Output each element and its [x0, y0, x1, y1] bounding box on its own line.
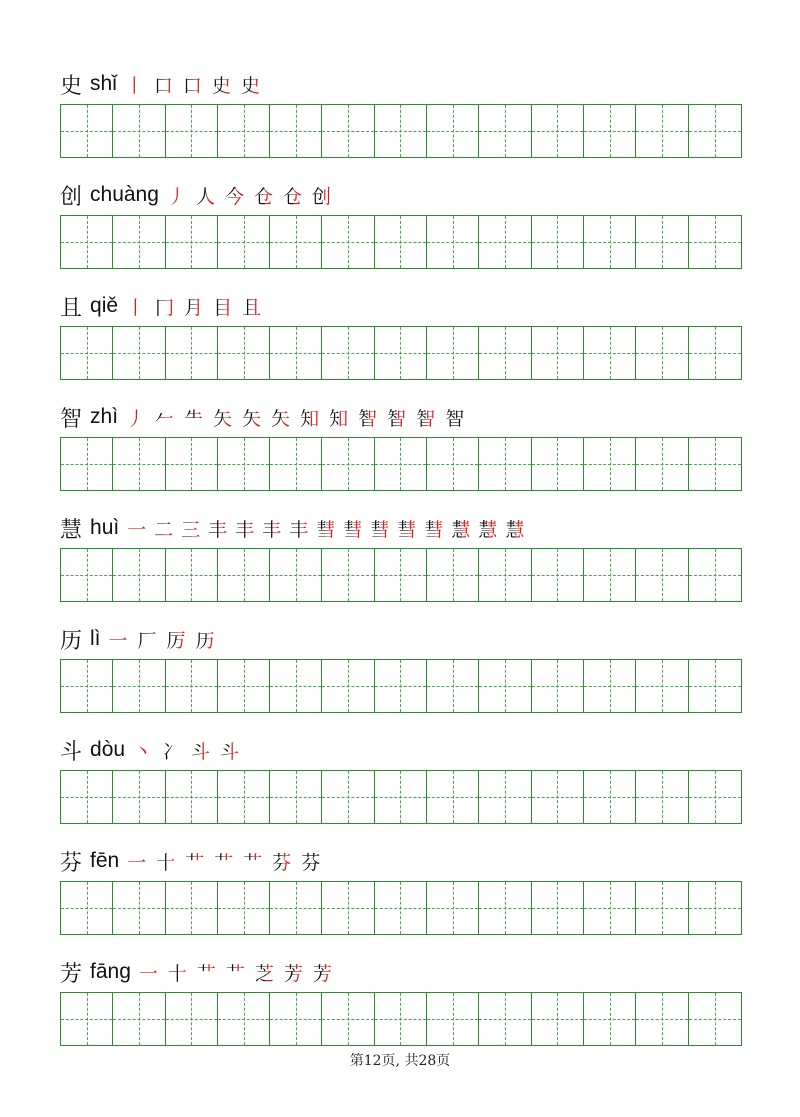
entry-pinyin: zhì	[90, 405, 119, 428]
stroke-step: 慧	[505, 515, 524, 542]
grid-cell	[270, 105, 322, 157]
grid-cell	[61, 660, 113, 712]
stroke-order	[125, 71, 270, 98]
grid-cell	[61, 771, 113, 823]
stroke-order	[167, 182, 341, 209]
stroke-step: 矢	[271, 404, 290, 431]
grid-cell	[375, 993, 427, 1045]
stroke-step: 艹	[214, 848, 233, 875]
grid-cell	[61, 327, 113, 379]
stroke-step: 彗	[424, 515, 443, 542]
grid-cell	[375, 660, 427, 712]
grid-cell	[375, 216, 427, 268]
grid-cell	[636, 660, 688, 712]
grid-cell	[322, 660, 374, 712]
grid-cell	[427, 993, 479, 1045]
grid-cell	[270, 438, 322, 490]
entry-header	[60, 843, 742, 879]
stroke-step: 目	[213, 293, 232, 320]
stroke-step: 彗	[397, 515, 416, 542]
entry-pinyin: dòu	[90, 738, 126, 761]
stroke-step: 智	[358, 404, 377, 431]
grid-cell	[322, 105, 374, 157]
grid-cell	[479, 993, 531, 1045]
grid-cell	[479, 882, 531, 934]
stroke-step: 智	[416, 404, 435, 431]
stroke-order	[109, 626, 225, 653]
stroke-step: 丰	[289, 515, 308, 542]
grid-cell	[636, 105, 688, 157]
stroke-step: 丰	[235, 515, 254, 542]
grid-cell	[113, 438, 165, 490]
grid-cell	[322, 438, 374, 490]
grid-cell	[479, 216, 531, 268]
entry-dou	[60, 732, 742, 824]
grid-cell	[636, 327, 688, 379]
stroke-step: 人	[196, 182, 215, 209]
grid-cell	[532, 327, 584, 379]
grid-cell	[689, 216, 741, 268]
grid-cell	[322, 993, 374, 1045]
grid-cell	[532, 438, 584, 490]
grid-cell	[636, 993, 688, 1045]
stroke-step: 慧	[478, 515, 497, 542]
stroke-step: 智	[445, 407, 465, 430]
grid-cell	[479, 771, 531, 823]
stroke-order	[139, 959, 342, 986]
grid-cell	[218, 771, 270, 823]
grid-cell	[532, 549, 584, 601]
grid-cell	[113, 882, 165, 934]
grid-cell	[689, 327, 741, 379]
stroke-step: 斗	[220, 737, 239, 764]
grid-cell	[166, 882, 218, 934]
writing-grid	[60, 659, 742, 713]
stroke-step: 慧	[451, 515, 470, 542]
grid-cell	[270, 993, 322, 1045]
grid-cell	[689, 660, 741, 712]
stroke-step: 彗	[316, 515, 335, 542]
grid-cell	[689, 882, 741, 934]
grid-cell	[427, 549, 479, 601]
grid-cell	[479, 327, 531, 379]
entry-pinyin: fēn	[90, 849, 120, 872]
writing-grid	[60, 104, 742, 158]
stroke-order	[126, 404, 474, 431]
entry-character: 芳	[60, 961, 83, 987]
grid-cell	[584, 327, 636, 379]
grid-cell	[479, 660, 531, 712]
stroke-step: 艹	[185, 848, 204, 875]
stroke-order	[133, 737, 249, 764]
grid-cell	[636, 216, 688, 268]
stroke-step: 二	[154, 515, 173, 542]
grid-cell	[532, 993, 584, 1045]
stroke-step: 矢	[213, 404, 232, 431]
grid-cell	[166, 549, 218, 601]
stroke-step: 芳	[284, 959, 303, 986]
writing-grid	[60, 215, 742, 269]
grid-cell	[322, 549, 374, 601]
entry-header	[60, 66, 742, 102]
grid-cell	[375, 771, 427, 823]
grid-cell	[113, 993, 165, 1045]
entry-qie	[60, 288, 742, 380]
entry-pinyin: chuàng	[90, 183, 159, 206]
entry-chuang	[60, 177, 742, 269]
grid-cell	[218, 327, 270, 379]
grid-cell	[689, 105, 741, 157]
stroke-step: 三	[181, 515, 200, 542]
grid-cell	[270, 549, 322, 601]
grid-cell	[218, 105, 270, 157]
grid-cell	[61, 216, 113, 268]
grid-cell	[113, 771, 165, 823]
stroke-order	[127, 515, 524, 542]
entry-zhi	[60, 399, 742, 491]
entry-pinyin: fāng	[90, 960, 131, 983]
stroke-step: 仓	[254, 182, 273, 209]
stroke-step: 芬	[272, 848, 291, 875]
grid-cell	[584, 660, 636, 712]
grid-cell	[689, 549, 741, 601]
stroke-step: 历	[196, 626, 215, 653]
grid-cell	[689, 771, 741, 823]
grid-cell	[532, 882, 584, 934]
entry-header	[60, 621, 742, 657]
grid-cell	[479, 105, 531, 157]
stroke-step: 丰	[208, 515, 227, 542]
grid-cell	[584, 549, 636, 601]
stroke-step: 矢	[242, 404, 261, 431]
grid-cell	[479, 438, 531, 490]
grid-cell	[322, 882, 374, 934]
grid-cell	[584, 105, 636, 157]
grid-cell	[270, 327, 322, 379]
stroke-step: 冫	[162, 737, 181, 764]
grid-cell	[113, 216, 165, 268]
grid-cell	[218, 549, 270, 601]
grid-cell	[61, 549, 113, 601]
grid-cell	[636, 438, 688, 490]
entry-pinyin: shǐ	[90, 72, 117, 95]
entry-header	[60, 177, 742, 213]
stroke-step: 彗	[370, 515, 389, 542]
stroke-step: 智	[387, 404, 406, 431]
writing-grid	[60, 770, 742, 824]
stroke-step: 创	[312, 182, 331, 209]
entry-character: 慧	[60, 517, 83, 543]
stroke-step: 斗	[191, 737, 210, 764]
grid-cell	[113, 105, 165, 157]
stroke-step: 丨	[126, 296, 146, 319]
grid-cell	[427, 438, 479, 490]
grid-cell	[218, 993, 270, 1045]
grid-cell	[584, 438, 636, 490]
grid-cell	[584, 993, 636, 1045]
entry-li	[60, 621, 742, 713]
grid-cell	[427, 105, 479, 157]
grid-cell	[584, 771, 636, 823]
stroke-step: 一	[127, 851, 147, 874]
entry-header	[60, 288, 742, 324]
entry-fang	[60, 954, 742, 1046]
stroke-step: 仓	[283, 182, 302, 209]
entry-character: 斗	[60, 739, 83, 765]
grid-cell	[479, 549, 531, 601]
entry-header	[60, 732, 742, 768]
grid-cell	[532, 771, 584, 823]
grid-cell	[427, 771, 479, 823]
writing-grid	[60, 881, 742, 935]
entry-character: 历	[60, 628, 83, 654]
entry-character: 创	[60, 184, 83, 210]
grid-cell	[270, 660, 322, 712]
grid-cell	[270, 771, 322, 823]
grid-cell	[218, 216, 270, 268]
stroke-step: 口	[154, 71, 173, 98]
grid-cell	[218, 438, 270, 490]
stroke-step: 且	[242, 293, 261, 320]
stroke-step: 今	[225, 182, 244, 209]
stroke-step: 艹	[226, 959, 245, 986]
grid-cell	[636, 882, 688, 934]
grid-cell	[166, 105, 218, 157]
grid-cell	[322, 216, 374, 268]
grid-cell	[61, 105, 113, 157]
grid-cell	[427, 660, 479, 712]
entry-header	[60, 510, 742, 546]
grid-cell	[427, 882, 479, 934]
writing-grid	[60, 992, 742, 1046]
entry-character: 芬	[60, 850, 83, 876]
stroke-step: 一	[108, 629, 128, 652]
stroke-step: ⺧	[184, 404, 203, 431]
entry-character: 智	[60, 406, 83, 432]
grid-cell	[375, 882, 427, 934]
grid-cell	[61, 438, 113, 490]
entry-hui	[60, 510, 742, 602]
stroke-step: 丿	[166, 185, 186, 208]
grid-cell	[689, 438, 741, 490]
stroke-step: 冂	[155, 293, 174, 320]
entry-header	[60, 399, 742, 435]
grid-cell	[532, 660, 584, 712]
grid-cell	[61, 882, 113, 934]
entry-fen	[60, 843, 742, 935]
grid-cell	[636, 771, 688, 823]
grid-cell	[270, 216, 322, 268]
grid-cell	[427, 327, 479, 379]
entry-shi	[60, 66, 742, 158]
grid-cell	[322, 771, 374, 823]
grid-cell	[584, 882, 636, 934]
grid-cell	[166, 216, 218, 268]
stroke-order	[126, 293, 271, 320]
stroke-step: 芝	[255, 959, 274, 986]
grid-cell	[375, 327, 427, 379]
entry-character: 史	[60, 73, 83, 99]
entry-character: 且	[60, 295, 83, 321]
grid-cell	[166, 327, 218, 379]
stroke-step: 口	[183, 71, 202, 98]
stroke-step: 丶	[133, 740, 153, 763]
writing-grid	[60, 437, 742, 491]
stroke-step: 丿	[126, 407, 146, 430]
stroke-step: 一	[127, 518, 147, 541]
stroke-step: 月	[184, 293, 203, 320]
grid-cell	[322, 327, 374, 379]
writing-grid	[60, 326, 742, 380]
entry-pinyin: lì	[90, 627, 101, 650]
grid-cell	[689, 993, 741, 1045]
grid-cell	[113, 660, 165, 712]
stroke-step: 丰	[262, 515, 281, 542]
grid-cell	[113, 549, 165, 601]
grid-cell	[166, 660, 218, 712]
grid-cell	[166, 438, 218, 490]
stroke-step: 知	[329, 404, 348, 431]
stroke-step: 厉	[167, 626, 186, 653]
stroke-step: 芳	[313, 959, 332, 986]
grid-cell	[166, 993, 218, 1045]
grid-cell	[270, 882, 322, 934]
grid-cell	[375, 438, 427, 490]
stroke-step: 艹	[197, 959, 216, 986]
grid-cell	[636, 549, 688, 601]
grid-cell	[166, 771, 218, 823]
grid-cell	[218, 660, 270, 712]
stroke-step: 𠂉	[155, 404, 174, 431]
stroke-step: 艹	[243, 848, 262, 875]
grid-cell	[113, 327, 165, 379]
stroke-order	[127, 848, 330, 875]
stroke-step: 芬	[301, 851, 321, 874]
stroke-step: 知	[300, 404, 319, 431]
grid-cell	[427, 216, 479, 268]
stroke-step: 十	[168, 959, 187, 986]
entry-pinyin: huì	[90, 516, 120, 539]
stroke-step: 一	[138, 962, 158, 985]
stroke-step: 厂	[138, 626, 157, 653]
entry-header	[60, 954, 742, 990]
grid-cell	[584, 216, 636, 268]
writing-grid	[60, 548, 742, 602]
entry-pinyin: qiě	[90, 294, 119, 317]
stroke-step: 丨	[124, 74, 144, 97]
stroke-step: 史	[241, 71, 260, 98]
grid-cell	[532, 105, 584, 157]
grid-cell	[375, 105, 427, 157]
grid-cell	[61, 993, 113, 1045]
stroke-step: 史	[212, 71, 231, 98]
page-number: 第12页, 共28页	[349, 1053, 451, 1069]
grid-cell	[218, 882, 270, 934]
grid-cell	[375, 549, 427, 601]
grid-cell	[532, 216, 584, 268]
stroke-step: 十	[156, 848, 175, 875]
stroke-step: 彗	[343, 515, 362, 542]
